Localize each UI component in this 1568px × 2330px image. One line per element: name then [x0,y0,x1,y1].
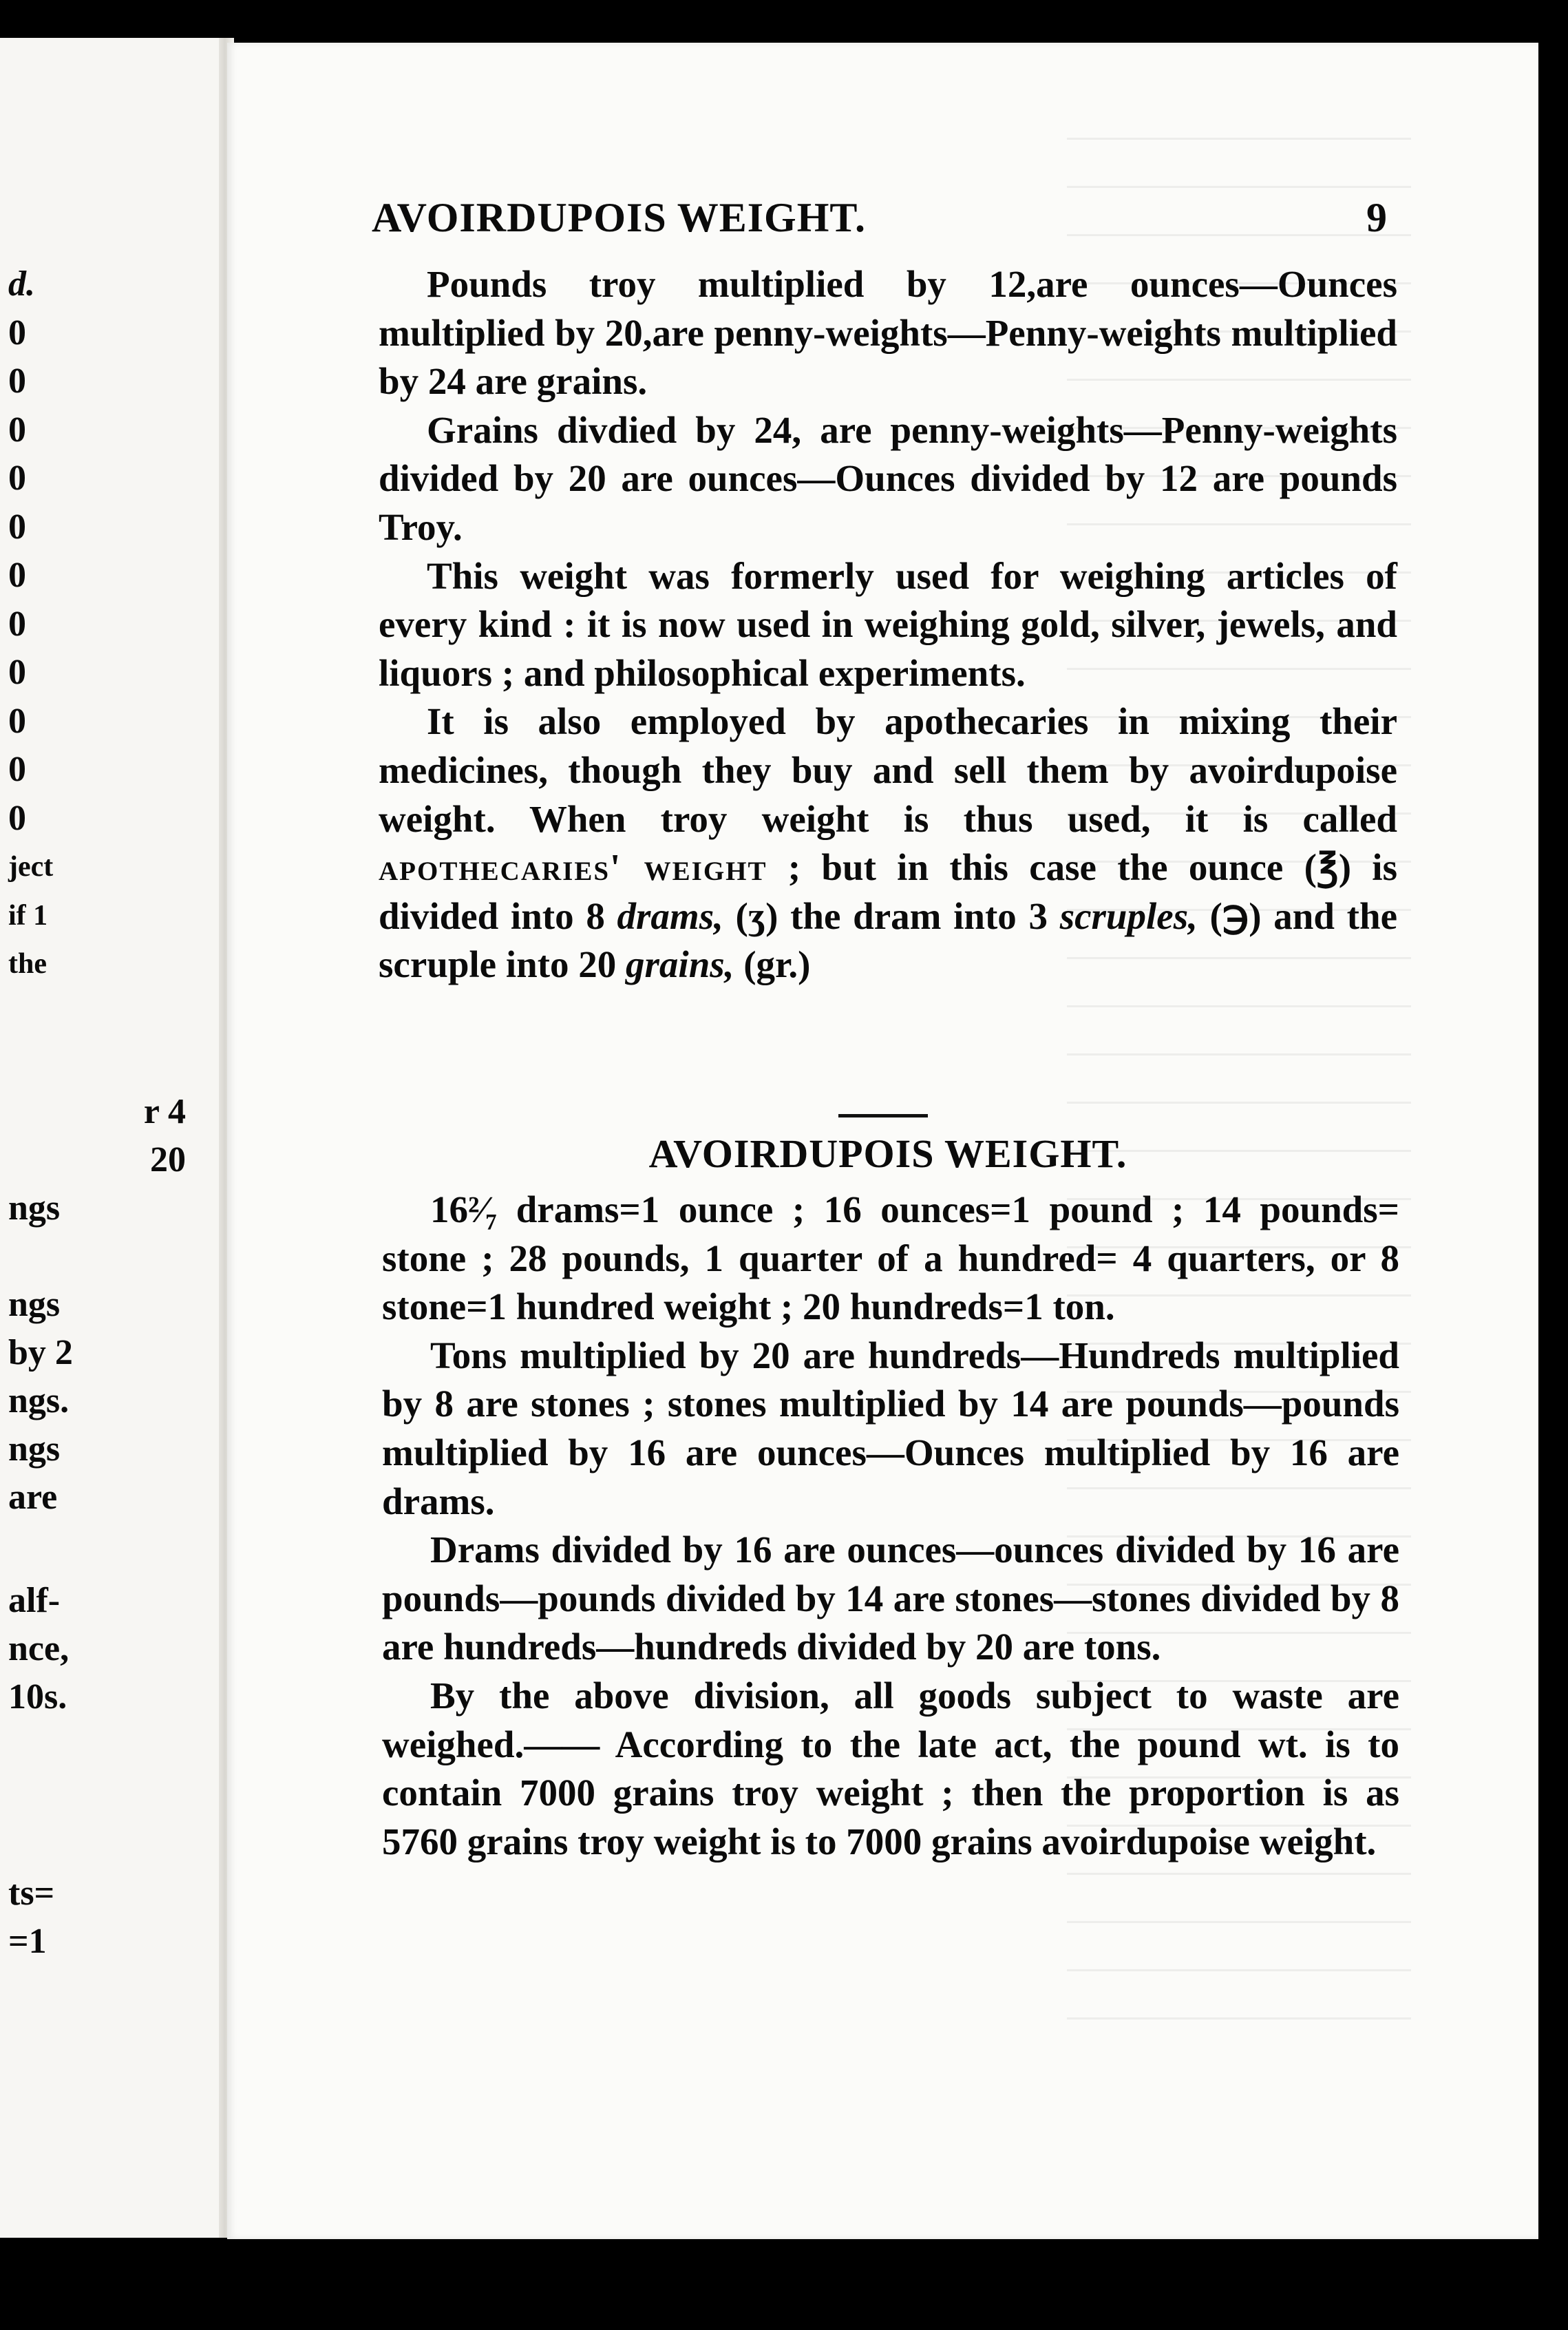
left-line: ngs [8,1285,61,1324]
paragraph: Drams divided by 16 are ounces—ounces divided by 16 are pounds—pounds divided by 14 are stones—stones divided by 8 are hundreds—hundreds divided by 20 are tons. [382,1529,1399,1668]
italic-term: drams, [617,894,723,937]
left-line: 20 [150,1140,186,1179]
left-line: 0 [8,701,26,741]
left-line: ngs [8,1188,61,1228]
left-line: 0 [8,361,26,401]
left-line: 0 [8,750,26,789]
paragraph: By the above division, all goods subject to waste are weighed.—— According to the late act, the pound wt. is to contain 7000 grains troy weight ; then the proportion is as 5760 grains troy weight is to 7000 grains avoirdupoise weight. [382,1674,1399,1862]
left-line: by 2 [8,1333,73,1372]
left-line: the [8,948,47,980]
paragraph: Tons multiplied by 20 are hundreds—Hundreds multiplied by 8 are stones ; stones multiplied by 14 are pounds—pounds multiplied by 16 are ounces—Ounces multiplied by 16 are drams. [382,1334,1399,1522]
left-line: ngs [8,1429,61,1469]
paragraph: Pounds troy multiplied by 12,are ounces—Ounces multiplied by 20,are penny-weights—Penny-weights multiplied by 24 are grains. [379,263,1397,403]
left-line: 0 [8,313,26,353]
avoirdupois-weight-text [382,1186,1399,1866]
left-line: 0 [8,507,26,547]
left-line: alf- [8,1581,61,1620]
paragraph: This weight was formerly used for weighing articles of every kind : it is now used in weighing gold, silver, jewels, and liquors ; and philosophical experiments. [379,554,1397,694]
left-line: ts= [8,1874,55,1913]
section-divider [838,1114,928,1117]
left-line: 0 [8,798,26,838]
left-line: r 4 [143,1092,186,1131]
left-line: =1 [8,1922,47,1961]
left-line: d. [8,264,35,304]
left-line: 0 [8,556,26,595]
left-line: 0 [8,459,26,498]
troy-weight-text [379,260,1397,989]
left-page-group-3 [0,1577,206,1721]
paragraph: Grains divdied by 24, are penny-weights—Penny-weights divided by 20 are ounces—Ounces divided by 12 are pounds Troy. [379,408,1397,548]
left-line: ngs. [8,1381,70,1420]
left-line: 0 [8,410,26,450]
page-number: 9 [1366,195,1387,240]
paragraph: It is also employed by apothecaries in mixing their medicines, though they buy and sell them by avoirdupoise weight. When troy weight is thus used, it is called apothecaries' weight ; but in this case the ounce (℥) is divided into 8 drams, (ʒ) the dram into 3 scruples, (℈) and the scruple into 20 grains, (gr.) [379,700,1397,986]
italic-term: scruples, [1059,894,1198,937]
left-line: 0 [8,604,26,644]
paragraph: 16²⁄₇ drams=1 ounce ; 16 ounces=1 pound ; 14 pounds= stone ; 28 pounds, 1 quarter of a hundred= 4 quarters, or 8 stone=1 hundred weight ; 20 hundreds=1 ton. [382,1188,1399,1328]
left-page-group-4 [0,1869,206,1966]
left-line: 0 [8,653,26,692]
running-header: AVOIRDUPOIS WEIGHT. [372,195,866,240]
left-line: 10s. [8,1677,67,1717]
small-caps-term: apothecaries' weight [379,846,767,889]
left-page-group-2 [0,1088,206,1522]
italic-term: grains, [626,943,734,986]
section-heading: AVOIRDUPOIS WEIGHT. [648,1131,1127,1176]
left-line: are [8,1478,58,1517]
left-page-column [0,260,206,989]
left-line: nce, [8,1629,70,1668]
left-line: if 1 [8,899,48,932]
left-line: ject [8,851,54,883]
